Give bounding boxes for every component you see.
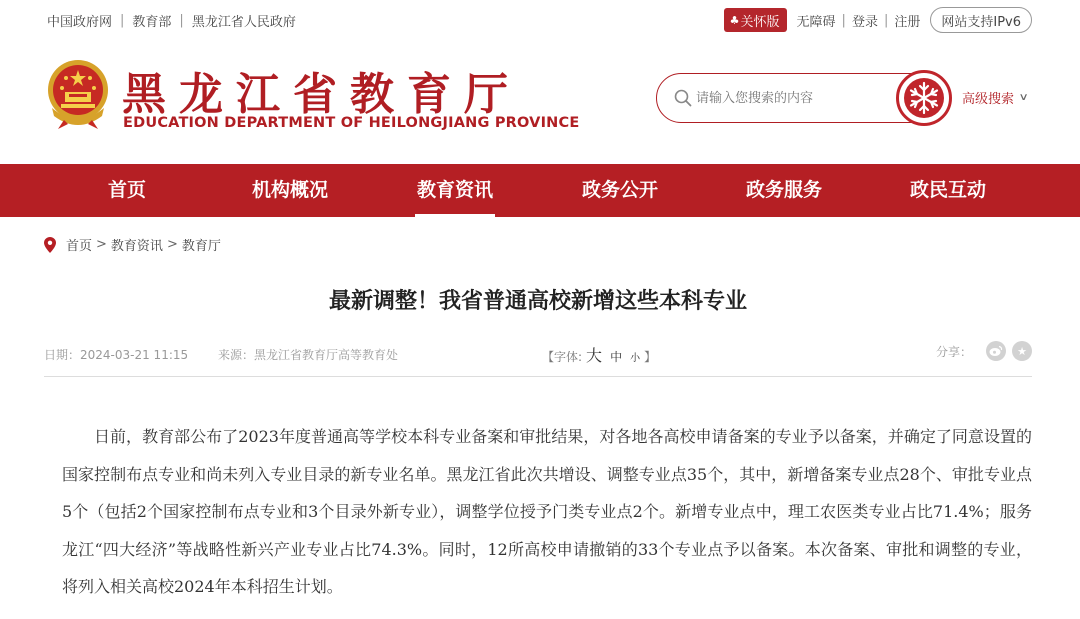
font-size-bracket-close: 】 (644, 350, 657, 364)
nav-item-government-affairs[interactable]: 政务公开 (581, 179, 658, 201)
star-share-icon[interactable]: ★ (1012, 341, 1032, 361)
share-label: 分享： (935, 344, 972, 359)
top-right-actions (724, 7, 1032, 33)
font-size-medium[interactable]: 中 (610, 350, 623, 364)
snowflake-icon (903, 77, 945, 119)
nav-item-interaction[interactable]: 政民互动 (909, 179, 986, 201)
nav-item-organization[interactable]: 机构概况 (251, 179, 328, 201)
article-meta (44, 337, 1032, 377)
search-input[interactable] (696, 86, 886, 110)
register-link[interactable]: 注册 (894, 14, 921, 30)
divider: | (120, 13, 125, 28)
site-subtitle: EDUCATION DEPARTMENT OF HEILONGJIANG PROVINCE (123, 115, 580, 131)
link-gov-cn[interactable]: 中国政府网 (47, 15, 113, 30)
breadcrumb-home[interactable]: 首页 (66, 239, 93, 254)
divider: | (883, 12, 889, 28)
share-bar (936, 341, 1032, 361)
advanced-search-label: 高级搜索 (962, 92, 1015, 107)
font-size-small[interactable]: 小 (630, 353, 641, 364)
weibo-share-icon[interactable] (986, 341, 1006, 361)
nav-item-education-news[interactable]: 教育资讯 (415, 164, 495, 217)
nav-item-home[interactable]: 首页 (107, 179, 146, 201)
breadcrumb-separator: > (96, 237, 107, 252)
accessibility-link[interactable]: 无障碍 (796, 14, 836, 30)
article-source: 来源：黑龙江省教育厅高等教育处 (217, 348, 398, 362)
top-bar (0, 0, 1080, 40)
care-mode-label: 关怀版 (740, 14, 780, 30)
search-icon (674, 89, 692, 107)
breadcrumb (44, 235, 221, 254)
care-mode-button[interactable] (724, 8, 787, 32)
article-meta-left (44, 346, 398, 363)
advanced-search-link[interactable] (962, 88, 1027, 107)
search-button[interactable] (896, 70, 952, 126)
article-title: 最新调整！我省普通高校新增这些本科专业 (328, 289, 747, 314)
login-link[interactable]: 登录 (851, 14, 878, 30)
font-size-label: 【字体: (542, 350, 583, 364)
location-pin-icon (44, 237, 56, 253)
link-hlj-gov[interactable]: 黑龙江省人民政府 (191, 15, 296, 30)
article-body: 日前，教育部公布了2023年度普通高等学校本科专业备案和审批结果，对各地各高校申请备案的专业予以备案，并确定了同意设置的国家控制布点专业和尚未列入专业目录的新专业名单。黑龙江省此次共增设、调整专业点35个，其中，新增备案专业点28个、审批专业点5个（包括2个国家控制布点专业和3个目录外新专业），调整学位授予门类专业点2个。新增专业点中，理工农医类专业占比71.4%；服务龙江“四大经济”等战略性新兴产业专业占比74.3%。同时，12所高校申请撤销的33个专业点予以备案。本次备案、审批和调整的专业，将列入相关高校2024年本科招生计划。 (62, 427, 1032, 596)
breadcrumb-department[interactable]: 教育厅 (181, 239, 221, 254)
link-moe[interactable]: 教育部 (132, 15, 172, 30)
care-icon: ♣ (729, 13, 740, 27)
main-nav (0, 164, 1080, 217)
breadcrumb-separator: > (166, 237, 178, 252)
article-date: 日期：2024-03-21 11:15 (44, 348, 189, 362)
ipv6-badge: 网站支持IPv6 (930, 7, 1032, 33)
site-title: 黑龙江省教育厅 (122, 69, 521, 120)
breadcrumb-news[interactable]: 教育资讯 (110, 239, 163, 254)
chevron-down-icon: ∨ (1018, 92, 1029, 103)
top-links (47, 11, 296, 30)
font-size-large[interactable]: 大 (586, 346, 603, 365)
divider: | (179, 13, 184, 28)
national-emblem-logo (44, 56, 112, 130)
nav-item-government-services[interactable]: 政务服务 (745, 179, 822, 201)
divider: | (841, 12, 846, 28)
font-size-control (542, 343, 656, 366)
